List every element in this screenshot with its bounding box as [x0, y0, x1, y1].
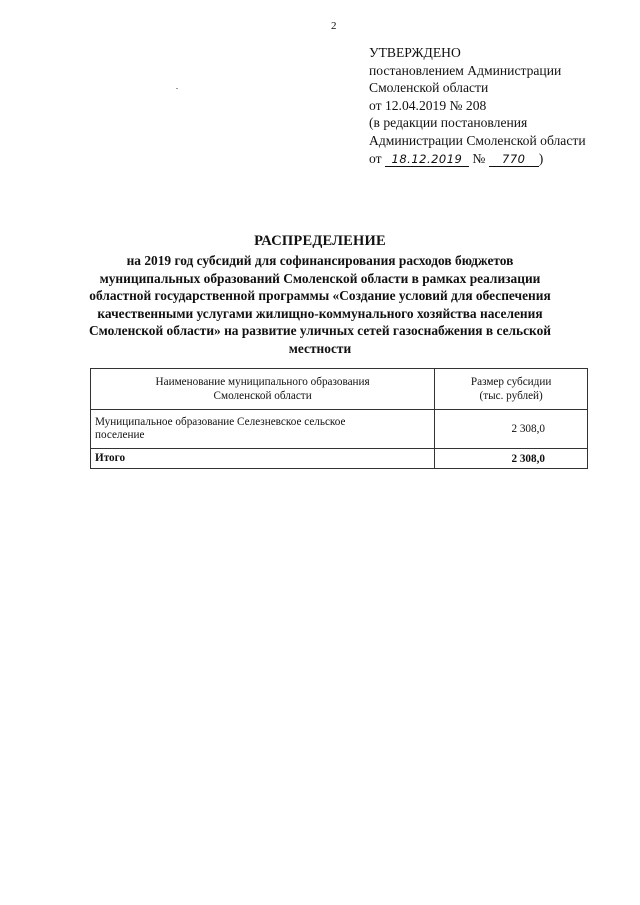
approval-line: постановлением Администрации — [369, 62, 562, 78]
header-text: (тыс. рублей) — [479, 390, 543, 402]
total-label-cell: Итого — [91, 449, 435, 469]
approval-block — [369, 44, 631, 167]
approval-line: Администрации Смоленской области — [369, 132, 586, 148]
subtitle-line: местности — [288, 340, 352, 356]
scan-speck — [176, 88, 178, 89]
approval-original-decree: от 12.04.2019 № 208 — [369, 97, 487, 113]
approval-heading: УТВЕРЖДЕНО — [369, 45, 461, 60]
municipality-name-cell — [91, 410, 435, 449]
subtitle-line: муниципальных образований Смоленской области в рамках реализации — [99, 270, 541, 286]
cell-text: Муниципальное образование Селезневское сельское — [95, 416, 346, 428]
subtitle-line: областной государственной программы «Создание условий для обеспечения — [89, 288, 551, 304]
header-subsidy-amount — [435, 369, 588, 410]
closing-paren: ) — [538, 150, 544, 166]
document-subtitle — [40, 252, 600, 358]
subsidy-amount-cell: 2 308,0 — [435, 410, 588, 449]
header-text: Смоленской области — [213, 390, 312, 402]
page-number: 2 — [331, 20, 337, 32]
approval-line: Смоленской области — [369, 80, 489, 96]
approval-amendment-line — [369, 150, 631, 168]
table-total-row — [91, 449, 588, 469]
date-prefix: от — [369, 150, 382, 166]
subsidy-distribution-table — [90, 368, 588, 469]
header-municipality-name — [91, 369, 435, 410]
table-header-row — [91, 369, 588, 410]
total-amount-cell: 2 308,0 — [435, 449, 588, 469]
document-title: РАСПРЕДЕЛЕНИЕ — [254, 233, 386, 249]
document-title-block — [40, 233, 600, 358]
approval-line: (в редакции постановления — [369, 115, 528, 131]
header-text: Наименование муниципального образования — [155, 376, 370, 388]
header-text: Размер субсидии — [470, 376, 552, 388]
subtitle-line: качественными услугами жилищно-коммунального хозяйства населения — [97, 305, 543, 321]
table-row — [91, 410, 588, 449]
subtitle-line: на 2019 год субсидий для софинансирования расходов бюджетов — [126, 253, 514, 268]
handwritten-number: 770 — [489, 153, 539, 167]
cell-text: поселение — [95, 429, 145, 441]
subtitle-line: Смоленской области» на развитие уличных сетей газоснабжения в сельской — [89, 323, 551, 339]
handwritten-date: 18.12.2019 — [385, 153, 469, 167]
number-prefix: № — [472, 150, 486, 166]
